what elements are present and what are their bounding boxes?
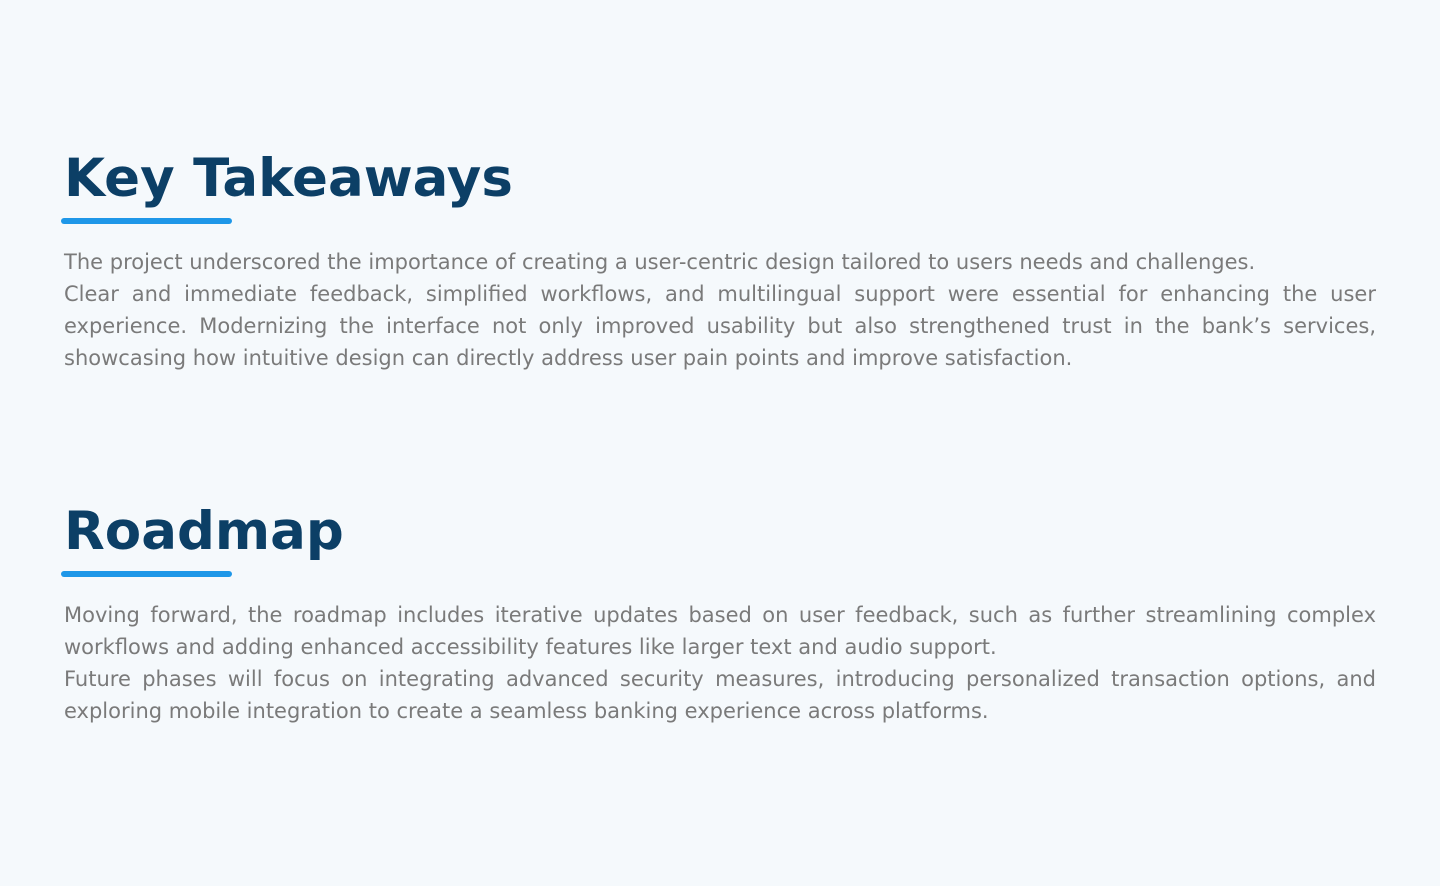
key-takeaways-paragraph-2: Clear and immediate feedback, simplified workflows, and multilingual support were essential for enhancing the user experience. Modernizing the interface not only improved usability but also strengthened trust in the bank’s services, showcasing how intuitive design can directly address user pain points and improve satisfaction. xyxy=(64,282,1376,370)
roadmap-underline xyxy=(61,571,232,577)
roadmap-paragraph-1: Moving forward, the roadmap includes iterative updates based on user feedback, such as further streamlining complex workflows and adding enhanced accessibility features like larger text and audio support. xyxy=(64,603,1376,659)
key-takeaways-paragraph-1: The project underscored the importance of creating a user-centric design tailored to users needs and challenges. xyxy=(64,250,1256,274)
roadmap-body xyxy=(64,599,1376,727)
roadmap-section xyxy=(64,499,1376,727)
key-takeaways-underline xyxy=(61,218,232,224)
key-takeaways-body xyxy=(64,246,1376,374)
roadmap-paragraph-2: Future phases will focus on integrating advanced security measures, introducing personalized transaction options, and exploring mobile integration to create a seamless banking experience across platforms. xyxy=(64,667,1376,723)
key-takeaways-section xyxy=(64,146,1376,374)
roadmap-heading: Roadmap xyxy=(64,501,344,562)
key-takeaways-heading: Key Takeaways xyxy=(64,148,513,209)
